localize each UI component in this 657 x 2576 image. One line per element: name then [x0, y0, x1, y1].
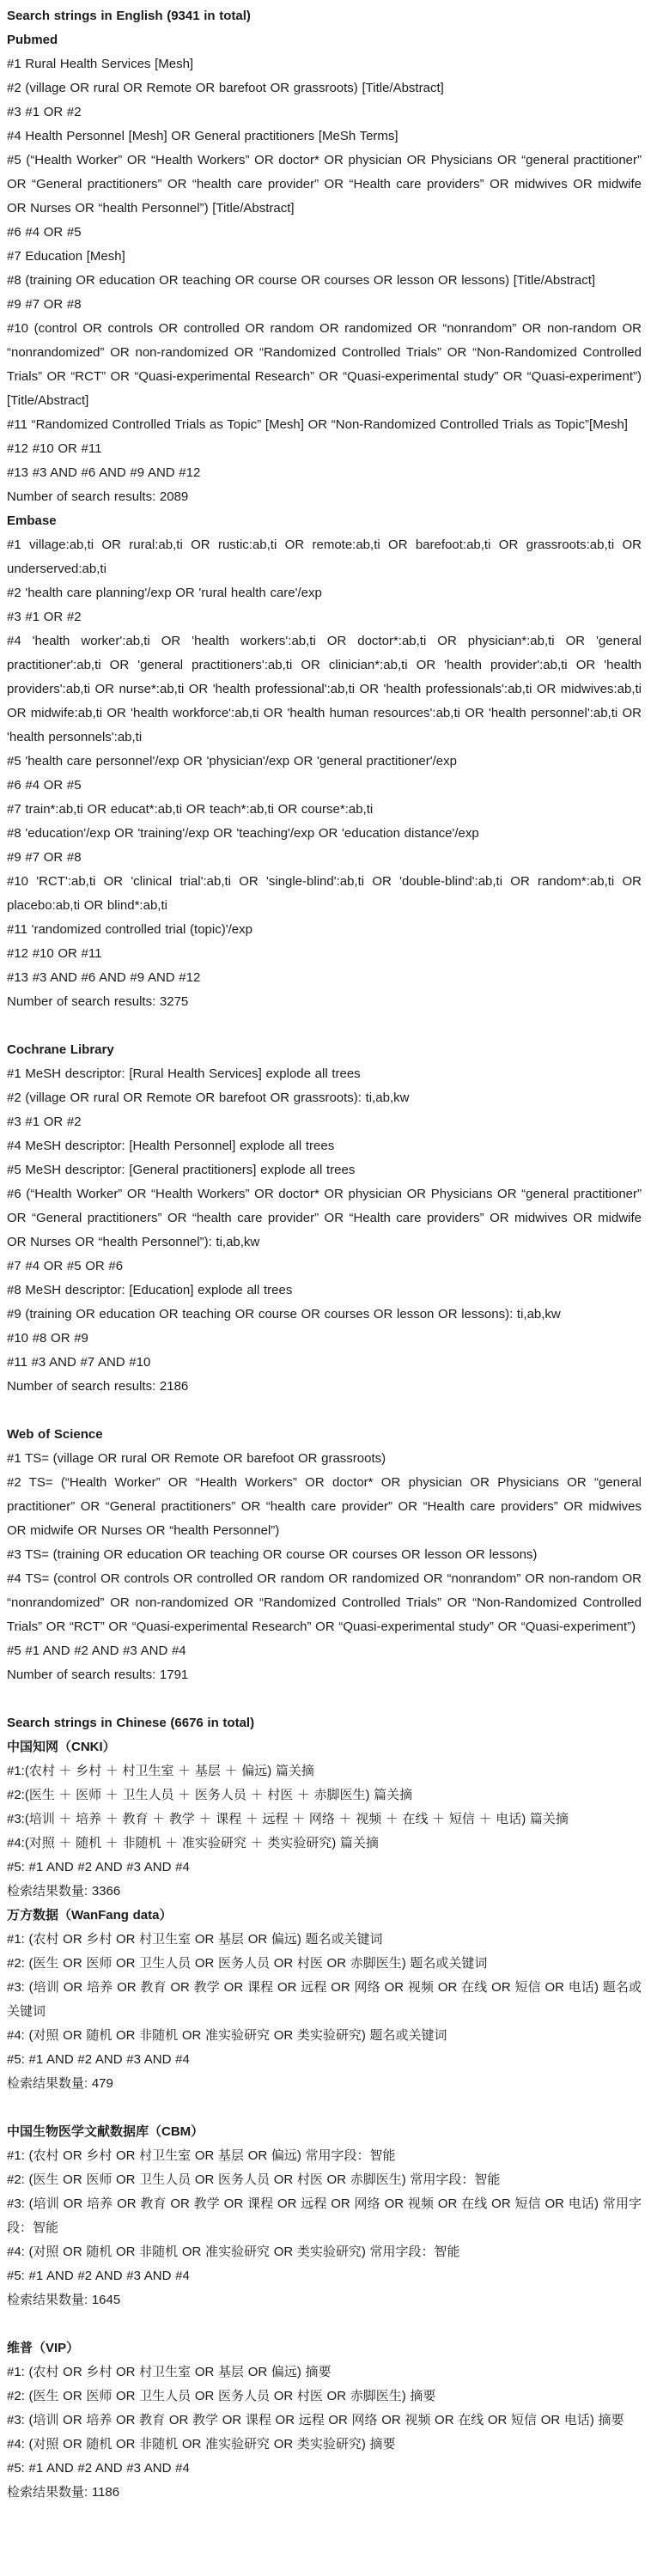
search-string-line: #1 TS= (village OR rural OR Remote OR barefoot OR grassroots) — [7, 1451, 386, 1466]
search-string-line: #2:(医生 ＋ 医师 ＋ 卫生人员 ＋ 医务人员 ＋ 村医 ＋ 赤脚医生) 篇关摘 — [7, 1788, 413, 1802]
search-string-line: #8 'education'/exp OR 'training'/exp OR 'teaching'/exp OR 'education distance'/exp — [7, 826, 479, 841]
search-string-line: #4: (对照 OR 随机 OR 非随机 OR 准实验研究 OR 类实验研究) 题名或关键词 — [7, 2028, 447, 2043]
results-count-line: Number of search results: 2186 — [7, 1379, 189, 1394]
database-heading: Pubmed — [7, 33, 58, 47]
database-heading: Cochrane Library — [7, 1042, 114, 1057]
language-section-title: Search strings in Chinese (6676 in total) — [7, 1716, 255, 1730]
search-string-line: #12 #10 OR #11 — [7, 441, 102, 456]
search-string-line: #4: (对照 OR 随机 OR 非随机 OR 准实验研究 OR 类实验研究) 摘要 — [7, 2437, 396, 2451]
database-heading: 万方数据（WanFang data） — [7, 1908, 173, 1923]
section-gap — [7, 1399, 642, 1423]
search-string-line: #2 'health care planning'/exp OR 'rural health care'/exp — [7, 586, 322, 600]
search-string-line: #1: (农村 OR 乡村 OR 村卫生室 OR 基层 OR 偏远) 摘要 — [7, 2365, 332, 2379]
search-string-line: #1: (农村 OR 乡村 OR 村卫生室 OR 基层 OR 偏远) 题名或关键词 — [7, 1932, 383, 1947]
search-string-line: #9 #7 OR #8 — [7, 850, 82, 865]
search-string-line: #7 Education [Mesh] — [7, 249, 125, 264]
search-string-line: #2 (village OR rural OR Remote OR barefoot OR grassroots): ti,ab,kw — [7, 1091, 410, 1105]
search-string-line: #2: (医生 OR 医师 OR 卫生人员 OR 医务人员 OR 村医 OR 赤脚医生) 常用字段：智能 — [7, 2172, 501, 2187]
section-gap — [7, 1014, 642, 1038]
search-string-line: #5: #1 AND #2 AND #3 AND #4 — [7, 2052, 190, 2067]
search-string-line: #5 #1 AND #2 AND #3 AND #4 — [7, 1643, 186, 1658]
search-string-line: #3: (培训 OR 培养 OR 教育 OR 教学 OR 课程 OR 远程 OR 网络 OR 视频 OR 在线 OR 短信 OR 电话) 题名或关键词 — [7, 1980, 642, 2019]
results-count-line: 检索结果数量: 479 — [7, 2076, 113, 2091]
search-string-line: #8 (training OR education OR teaching OR course OR courses OR lesson OR lessons) [Title/Abstract] — [7, 273, 596, 288]
search-string-line: #2: (医生 OR 医师 OR 卫生人员 OR 医务人员 OR 村医 OR 赤脚医生) 摘要 — [7, 2389, 436, 2403]
results-count-line: Number of search results: 2089 — [7, 489, 189, 504]
search-string-line: #11 “Randomized Controlled Trials as Topic” [Mesh] OR “Non-Randomized Controlled Trials as Topic”[Mesh] — [7, 417, 628, 432]
database-heading: 维普（VIP） — [7, 2341, 80, 2355]
search-string-line: #6 #4 OR #5 — [7, 778, 82, 793]
search-string-line: #3 TS= (training OR education OR teaching OR course OR courses OR lesson OR lessons) — [7, 1547, 538, 1562]
search-string-line: #3: (培训 OR 培养 OR 教育 OR 教学 OR 课程 OR 远程 OR 网络 OR 视频 OR 在线 OR 短信 OR 电话) 常用字段：智能 — [7, 2196, 642, 2235]
section-gap — [7, 1687, 642, 1711]
search-string-line: #9 #7 OR #8 — [7, 297, 82, 312]
search-string-line: #5 'health care personnel'/exp OR 'physician'/exp OR 'general practitioner'/exp — [7, 754, 457, 769]
search-string-line: #8 MeSH descriptor: [Education] explode all trees — [7, 1283, 293, 1297]
search-string-line: #1:(农村 ＋ 乡村 ＋ 村卫生室 ＋ 基层 ＋ 偏远) 篇关摘 — [7, 1764, 314, 1778]
section-gap — [7, 2312, 642, 2336]
search-string-line: #5: #1 AND #2 AND #3 AND #4 — [7, 1860, 190, 1874]
results-count-line: 检索结果数量: 1645 — [7, 2293, 121, 2307]
search-string-line: #12 #10 OR #11 — [7, 946, 102, 961]
search-string-line: #2: (医生 OR 医师 OR 卫生人员 OR 医务人员 OR 村医 OR 赤脚医生) 题名或关键词 — [7, 1956, 488, 1971]
database-heading: Embase — [7, 513, 57, 528]
search-string-line: #6 #4 OR #5 — [7, 225, 82, 240]
search-string-line: #4 Health Personnel [Mesh] OR General practitioners [MeSh Terms] — [7, 129, 398, 143]
results-count-line: 检索结果数量: 1186 — [7, 2485, 120, 2500]
results-count-line: Number of search results: 1791 — [7, 1668, 189, 1682]
search-string-line: #2 (village OR rural OR Remote OR barefoot OR grassroots) [Title/Abstract] — [7, 81, 444, 95]
search-string-line: #2 TS= (“Health Worker” OR “Health Workers” OR doctor* OR physician OR Physicians OR “general practitioner” OR “General practitioners” OR “health care provider” OR “Health care providers” OR midwives OR midwife OR Nurses OR “health Personnel”) — [7, 1475, 642, 1538]
results-count-line: 检索结果数量: 3366 — [7, 1884, 121, 1899]
search-string-line: #4 MeSH descriptor: [Health Personnel] explode all trees — [7, 1139, 335, 1153]
search-string-line: #4 'health worker':ab,ti OR 'health workers':ab,ti OR doctor*:ab,ti OR physician*:ab,ti OR 'general practitioner':ab,ti OR 'general practitioners':ab,ti OR clinician*:ab,ti OR 'health provider':ab,ti OR 'health providers':ab,ti OR nurse*:ab,ti OR 'health professional':ab,ti OR 'health professionals':ab,ti OR midwives:ab,ti OR midwife:ab,ti OR 'health workforce':ab,ti OR 'health human resources':ab,ti OR 'health personnel':ab,ti OR 'health personnels':ab,ti — [7, 634, 642, 744]
database-heading: 中国知网（CNKI） — [7, 1740, 116, 1754]
search-string-line: #5: #1 AND #2 AND #3 AND #4 — [7, 2269, 190, 2283]
search-string-line: #7 #4 OR #5 OR #6 — [7, 1259, 124, 1273]
search-string-line: #4 TS= (control OR controls OR controlled OR random OR randomized OR “nonrandom” OR non-random OR “nonrandomized” OR non-randomized OR “Randomized Controlled Trials” OR “Non-Randomized Controlled Trials” OR “RCT” OR “Quasi-experimental Research” OR “Quasi-experimental study” OR “Quasi-experiment”) — [7, 1571, 642, 1634]
search-string-line: #1 Rural Health Services [Mesh] — [7, 57, 194, 71]
section-gap — [7, 2096, 642, 2120]
search-string-line: #1: (农村 OR 乡村 OR 村卫生室 OR 基层 OR 偏远) 常用字段：智能 — [7, 2148, 396, 2163]
search-string-line: #13 #3 AND #6 AND #9 AND #12 — [7, 970, 201, 985]
search-string-line: #3 #1 OR #2 — [7, 1115, 82, 1129]
search-string-line: #5 (“Health Worker” OR “Health Workers” OR doctor* OR physician OR Physicians OR “general practitioner” OR “General practitioners” OR “health care provider” OR “Health care providers” OR midwives OR midwife OR Nurses OR “health Personnel”) [Title/Abstract] — [7, 153, 642, 216]
search-string-line: #7 train*:ab,ti OR educat*:ab,ti OR teach*:ab,ti OR course*:ab,ti — [7, 802, 374, 817]
search-string-line: #10 #8 OR #9 — [7, 1331, 88, 1346]
search-string-line: #3 #1 OR #2 — [7, 105, 82, 119]
database-heading: 中国生物医学文献数据库（CBM） — [7, 2124, 204, 2139]
search-string-line: #11 'randomized controlled trial (topic)'/exp — [7, 922, 252, 937]
search-string-line: #5 MeSH descriptor: [General practitioners] explode all trees — [7, 1163, 356, 1177]
search-string-line: #5: #1 AND #2 AND #3 AND #4 — [7, 2461, 190, 2476]
search-string-line: #4: (对照 OR 随机 OR 非随机 OR 准实验研究 OR 类实验研究) 常用字段：智能 — [7, 2245, 460, 2259]
database-heading: Web of Science — [7, 1427, 103, 1442]
search-string-line: #6 (“Health Worker” OR “Health Workers” OR doctor* OR physician OR Physicians OR “general practitioner” OR “General practitioners” OR “health care provider” OR “Health care providers” OR midwives OR midwife OR Nurses OR “health Personnel”): ti,ab,kw — [7, 1187, 642, 1249]
search-string-line: #3: (培训 OR 培养 OR 教育 OR 教学 OR 课程 OR 远程 OR 网络 OR 视频 OR 在线 OR 短信 OR 电话) 摘要 — [7, 2413, 624, 2427]
search-string-line: #4:(对照 ＋ 随机 ＋ 非随机 ＋ 准实验研究 ＋ 类实验研究) 篇关摘 — [7, 1836, 379, 1850]
search-string-line: #3:(培训 ＋ 培养 ＋ 教育 ＋ 教学 ＋ 课程 ＋ 远程 ＋ 网络 ＋ 视频 ＋ 在线 ＋ 短信 ＋ 电话) 篇关摘 — [7, 1812, 569, 1826]
search-string-line: #10 'RCT':ab,ti OR 'clinical trial':ab,ti OR 'single-blind':ab,ti OR 'double-blind':ab,ti OR random*:ab,ti OR placebo:ab,ti OR blind*:ab,ti — [7, 874, 642, 913]
search-string-line: #1 village:ab,ti OR rural:ab,ti OR rustic:ab,ti OR remote:ab,ti OR barefoot:ab,ti OR grassroots:ab,ti OR underserved:ab,ti — [7, 538, 642, 576]
search-string-line: #3 #1 OR #2 — [7, 610, 82, 624]
results-count-line: Number of search results: 3275 — [7, 994, 189, 1009]
search-string-line: #13 #3 AND #6 AND #9 AND #12 — [7, 465, 201, 480]
search-string-line: #10 (control OR controls OR controlled OR random OR randomized OR “nonrandom” OR non-random OR “nonrandomized” OR non-randomized OR “Randomized Controlled Trials” OR “Non-Randomized Controlled Trials” OR “RCT” OR “Quasi-experimental Research” OR “Quasi-experimental study” OR “Quasi-experiment”)[Title/Abstract] — [7, 321, 642, 408]
search-string-line: #9 (training OR education OR teaching OR course OR courses OR lesson OR lessons): ti,ab,kw — [7, 1307, 561, 1321]
language-section-title: Search strings in English (9341 in total) — [7, 9, 251, 23]
search-string-line: #1 MeSH descriptor: [Rural Health Services] explode all trees — [7, 1066, 361, 1081]
search-string-line: #11 #3 AND #7 AND #10 — [7, 1355, 151, 1370]
